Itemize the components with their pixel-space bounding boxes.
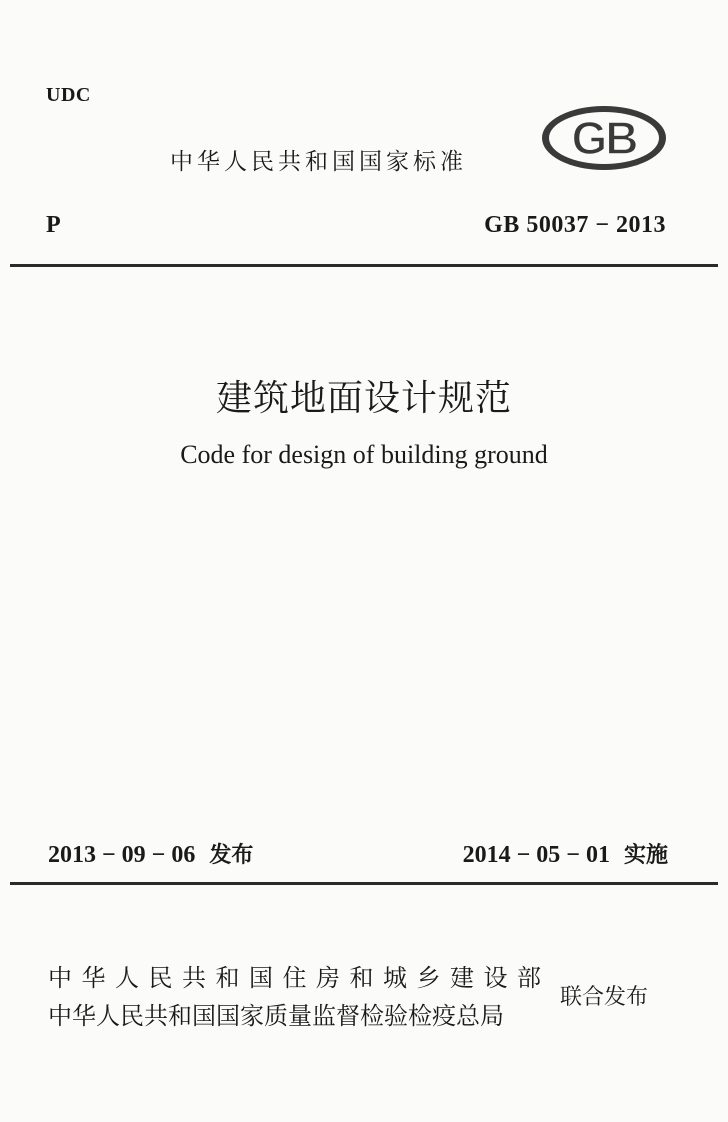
implementation-date-line <box>463 838 668 869</box>
issue-date-line <box>48 838 253 869</box>
udc-label: UDC <box>46 84 91 106</box>
issue-label: 发布 <box>209 843 254 868</box>
issue-date: 2013 − 09 − 06 <box>48 842 196 868</box>
publisher-aqsiq: 中华人民共和国国家质量监督检验检疫总局 <box>48 1002 504 1030</box>
implementation-label: 实施 <box>623 843 668 868</box>
classification-code: P <box>46 212 61 238</box>
publisher-ministry: 中华人民共和国住房和城乡建设部 <box>48 964 551 992</box>
implementation-date: 2014 − 05 − 01 <box>462 842 610 868</box>
national-standard-heading: 中华人民共和国国家标准 <box>170 149 467 175</box>
gb-logo-text: GB <box>571 112 637 164</box>
bottom-divider <box>10 882 718 885</box>
joint-release-label: 联合发布 <box>560 985 649 1010</box>
top-divider <box>10 264 718 267</box>
standard-number: GB 50037 − 2013 <box>484 212 666 238</box>
gb-logo-icon <box>540 104 668 172</box>
title-chinese: 建筑地面设计规范 <box>215 378 512 419</box>
title-english: Code for design of building ground <box>180 440 548 469</box>
